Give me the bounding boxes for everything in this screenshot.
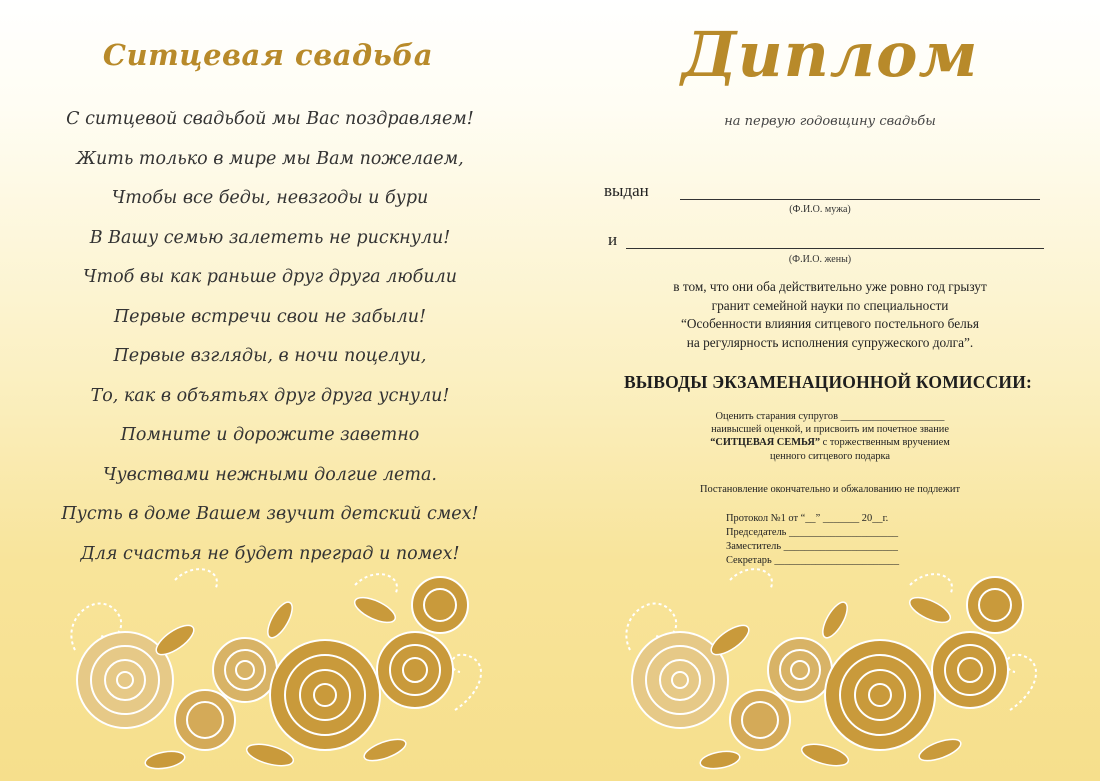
husband-name-field[interactable] bbox=[680, 199, 1040, 200]
poem-line: Для счастья не будет преград и помех! bbox=[80, 543, 460, 564]
wife-caption: (Ф.И.О. жены) bbox=[788, 254, 852, 265]
body-line: “Особенности влияния ситцевого постельного белья bbox=[681, 316, 979, 331]
floral-ornament-right bbox=[610, 560, 1050, 775]
commission-heading: ВЫВОДЫ ЭКЗАМЕНАЦИОННОЙ КОМИССИИ: bbox=[623, 372, 1033, 392]
poem-line: Помните и дорожите заветно bbox=[120, 425, 420, 445]
eval-line: наивысшей оценкой, и присвоить им почетное звание bbox=[711, 424, 949, 436]
diploma-title: Диплом bbox=[681, 18, 979, 91]
poem-title: Ситцевая свадьба bbox=[102, 38, 434, 72]
poem-line: Первые встречи свои не забыли! bbox=[113, 306, 427, 327]
poem bbox=[60, 100, 480, 574]
eval-line bbox=[640, 436, 1020, 449]
evaluation-block bbox=[640, 410, 1020, 463]
poem-line: Первые взгляды, в ночи поцелуи, bbox=[113, 346, 427, 366]
issued-label: выдан bbox=[604, 181, 649, 200]
diploma-body bbox=[600, 278, 1060, 352]
deputy-line: Заместитель ______________________ bbox=[726, 541, 898, 552]
body-line: в том, что они оба действительно уже ровно год грызут bbox=[673, 279, 987, 294]
poem-line: В Вашу семью залететь не рискнули! bbox=[89, 227, 451, 248]
protocol-line: Протокол №1 от “__” _______ 20__г. bbox=[726, 513, 889, 524]
eval-line-rest: с торжественным вручением bbox=[820, 437, 950, 449]
wife-name-field[interactable] bbox=[626, 248, 1044, 249]
floral-ornament-left bbox=[55, 560, 495, 775]
decree-text: Постановление окончательно и обжалованию не подлежит bbox=[699, 484, 961, 495]
poem-line: С ситцевой свадьбой мы Вас поздравляем! bbox=[66, 109, 474, 129]
body-line: гранит семейной науки по специальности bbox=[711, 297, 949, 313]
poem-line: Чтоб вы как раньше друг друга любили bbox=[82, 267, 458, 287]
poem-line: То, как в объятьях друг друга уснули! bbox=[90, 385, 450, 406]
poem-line: Чувствами нежными долгие лета. bbox=[102, 464, 437, 485]
poem-line: Чтобы все беды, невзгоды и бури bbox=[111, 188, 429, 208]
diploma-subtitle: на первую годовщину свадьбы bbox=[724, 114, 936, 129]
poem-line: Пусть в доме Вашем звучит детский смех! bbox=[61, 504, 479, 524]
eval-line: Оценить старания супругов ____________________ bbox=[715, 411, 945, 422]
husband-caption: (Ф.И.О. мужа) bbox=[789, 204, 851, 215]
honorary-title: “СИТЦЕВАЯ СЕМЬЯ” bbox=[710, 437, 821, 449]
chairman-line: Председатель _____________________ bbox=[726, 527, 899, 538]
body-line: на регулярность исполнения супружеского долга”. bbox=[686, 334, 974, 350]
and-label: и bbox=[608, 230, 618, 249]
secretary-line: Секретарь ________________________ bbox=[726, 555, 900, 566]
poem-line: Жить только в мире мы Вам пожелаем, bbox=[76, 148, 464, 169]
eval-line: ценного ситцевого подарка bbox=[769, 450, 891, 462]
